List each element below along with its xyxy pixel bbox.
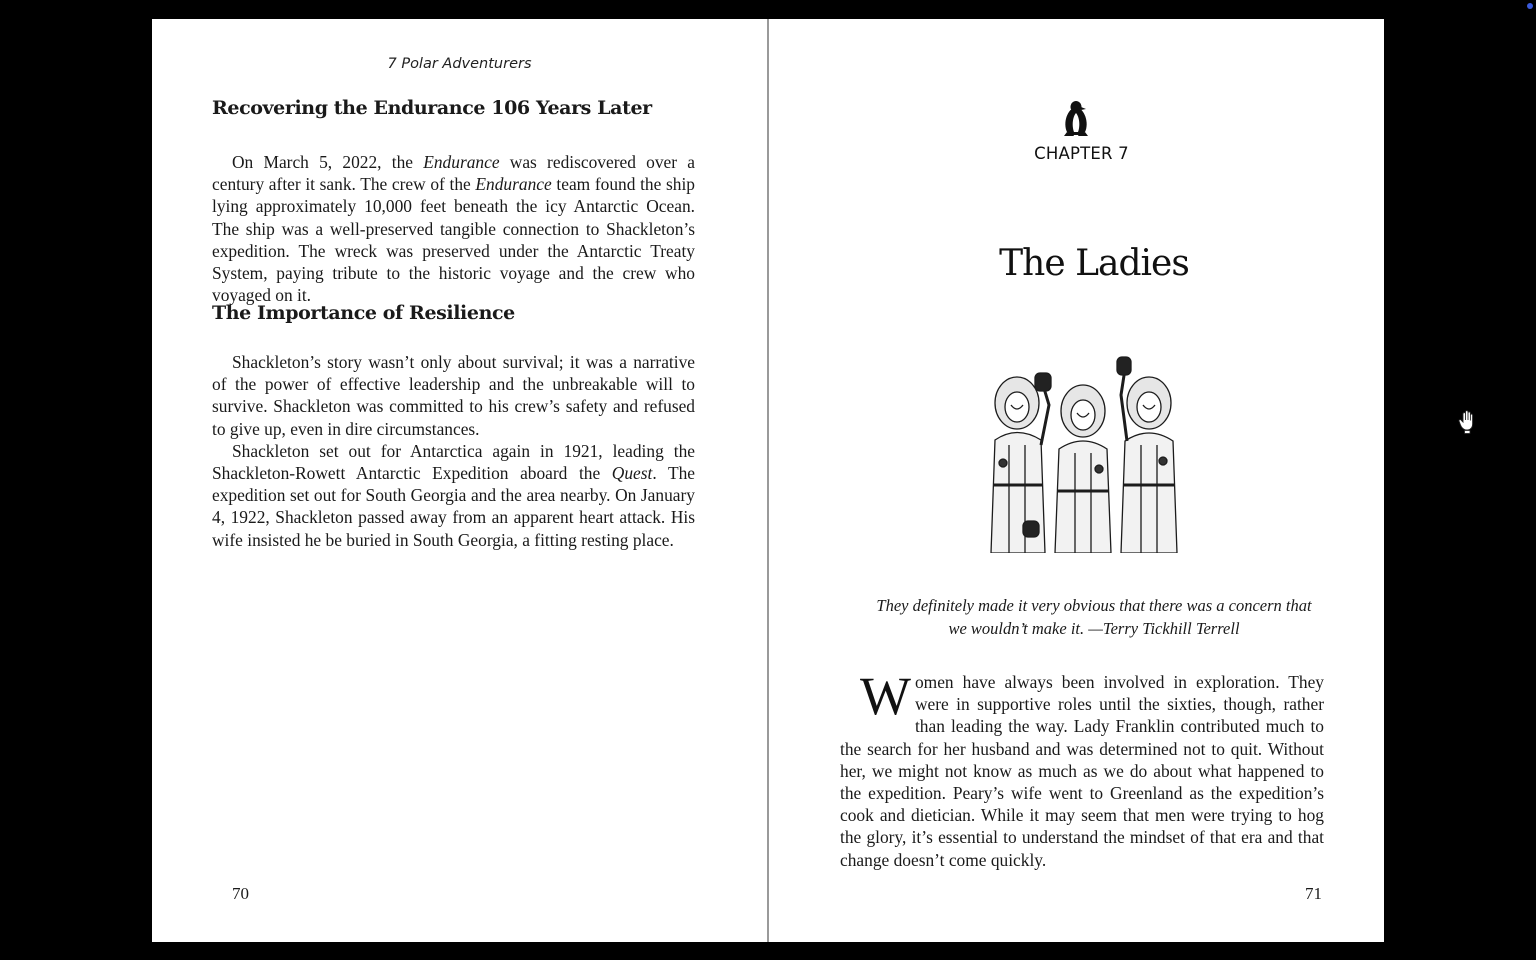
section-paragraph: Shackleton’s story wasn’t only about survival; it was a narrative of the power of effective leadership and the unbreakable will to survive. Shackleton was committed to his crew’s safety and refused to give up, even in dire circumstances. Shackleton set out for Antarctica again in 1921, leading the Shackleton-Rowett Antarctic Expedition aboard the Quest. The expedition set out for South Georgia and the area nearby. On January 4, 1922, Shackleton passed away from an apparent heart attack. His wife insisted he be buried in South Georgia, a fitting resting place. bbox=[212, 352, 696, 550]
section-paragraph: On March 5, 2022, the Endurance was rediscovered over a century after it sank. The crew of the Endurance team found the ship lying approximately 10,000 feet beneath the icy Antarctic Ocean. The ship was a well-preserved tangible connection to Shackleton’s expedition. The wreck was preserved under the Antarctic Treaty System, paying tribute to the historic voyage and the crew who voyaged on it. bbox=[212, 152, 695, 306]
epigraph-line: we wouldn’t make it. —Terry Tickhill Terrell bbox=[948, 618, 1240, 638]
right-page[interactable] bbox=[769, 19, 1384, 942]
epigraph bbox=[869, 595, 1319, 640]
penguin-icon bbox=[1062, 99, 1090, 137]
book-spread[interactable] bbox=[152, 19, 1384, 942]
chapter-label: CHAPTER 7 bbox=[1034, 144, 1129, 163]
page-number: 71 bbox=[1305, 884, 1322, 903]
left-page[interactable] bbox=[152, 19, 767, 942]
status-dot bbox=[1527, 3, 1533, 9]
section-heading: The Importance of Resilience bbox=[212, 302, 515, 324]
epigraph-line: They definitely made it very obvious that there was a concern that bbox=[876, 596, 1312, 615]
chapter-illustration bbox=[987, 345, 1179, 553]
hand-cursor-icon bbox=[1458, 410, 1476, 434]
page-number: 70 bbox=[232, 884, 249, 903]
chapter-opening-paragraph: Women have always been involved in exploration. They were in supportive roles until the sixties, though, rather than leading the way. Lady Franklin contributed much to the search for her husband and was determined not to quit. Without her, we might not know as much as we do about what happened to the expedition. Peary’s wife went to Greenland as the expedition’s cook and dietician. While it may seem that men were trying to hog the glory, it’s essential to understand the mindset of that era and that change doesn’t come quickly. bbox=[840, 666, 1324, 870]
drop-cap: W bbox=[860, 666, 911, 726]
chapter-title: The Ladies bbox=[999, 243, 1189, 284]
running-head: 7 Polar Adventurers bbox=[387, 56, 532, 72]
section-heading: Recovering the Endurance 106 Years Later bbox=[212, 97, 652, 119]
